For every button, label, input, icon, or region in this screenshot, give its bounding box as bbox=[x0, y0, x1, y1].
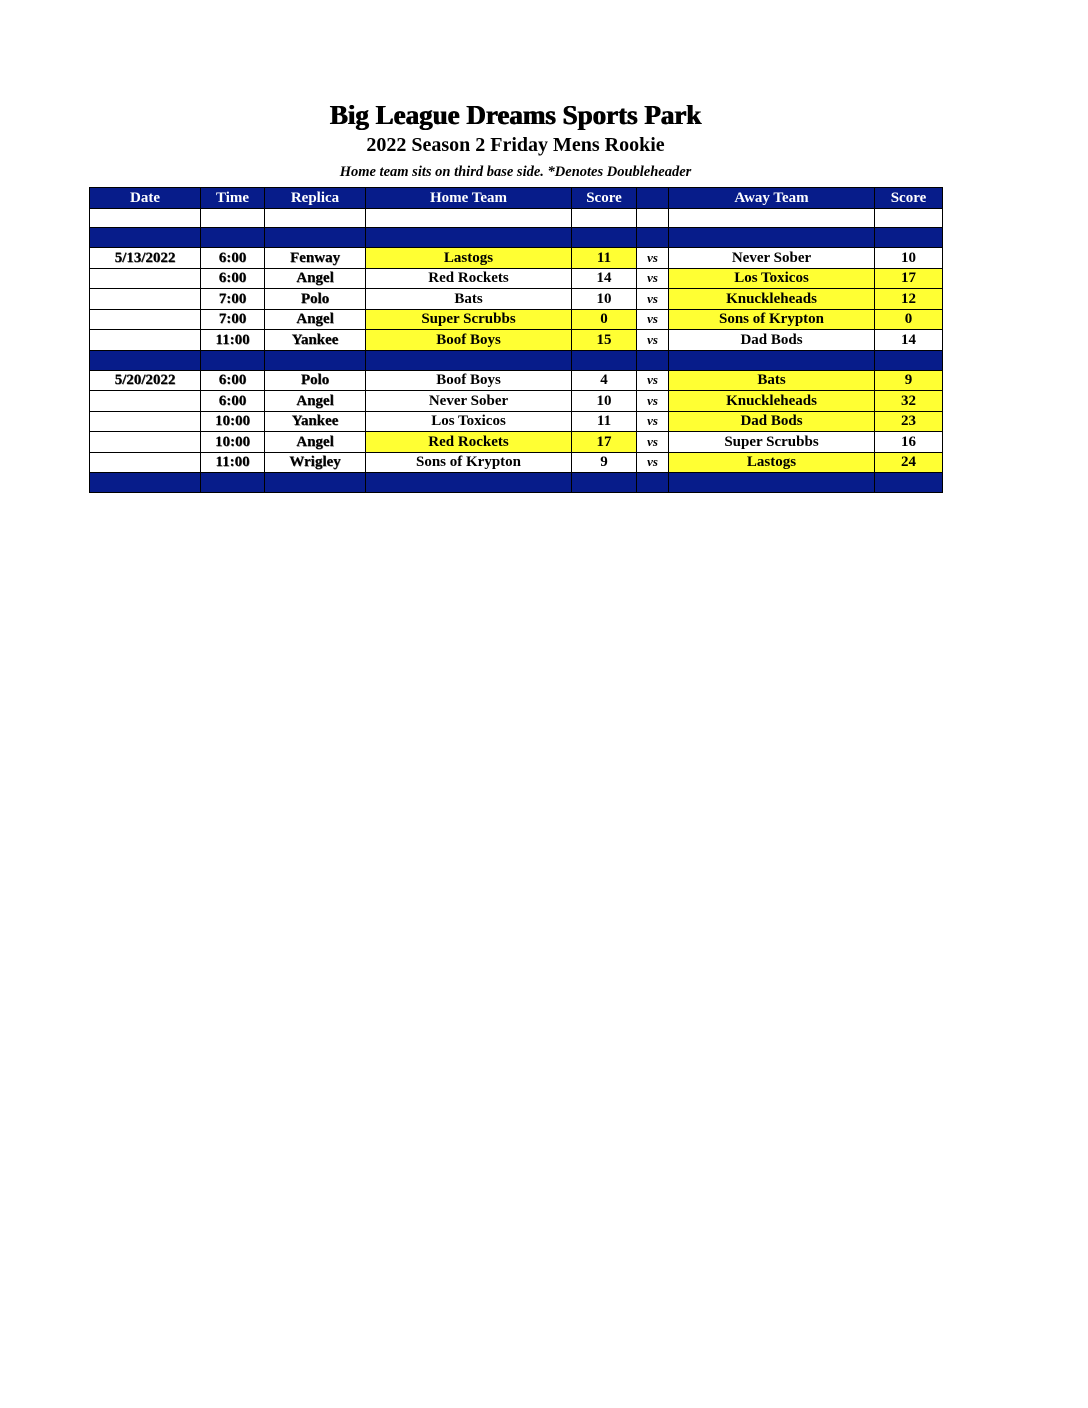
away-score-cell: 10 bbox=[875, 248, 943, 269]
away-score-cell: 17 bbox=[875, 268, 943, 289]
away-team-cell: Super Scrubbs bbox=[669, 432, 875, 453]
table-row bbox=[90, 370, 943, 391]
date-cell: 5/13/2022 bbox=[90, 248, 201, 269]
table-header-row bbox=[90, 188, 943, 209]
away-team-cell: Knuckleheads bbox=[669, 289, 875, 310]
away-score-cell: 14 bbox=[875, 330, 943, 351]
home-score-cell: 10 bbox=[572, 289, 637, 310]
time-cell: 10:00 bbox=[201, 411, 265, 432]
home-score-cell: 11 bbox=[572, 411, 637, 432]
time-cell: 6:00 bbox=[201, 268, 265, 289]
date-cell bbox=[90, 309, 201, 330]
home-score-cell: 9 bbox=[572, 452, 637, 473]
home-team-cell: Lastogs bbox=[366, 248, 572, 269]
home-team-cell: Los Toxicos bbox=[366, 411, 572, 432]
away-score-cell: 24 bbox=[875, 452, 943, 473]
table-row bbox=[90, 289, 943, 310]
replica-cell: Fenway bbox=[265, 248, 366, 269]
away-team-cell: Knuckleheads bbox=[669, 391, 875, 412]
replica-cell: Angel bbox=[265, 432, 366, 453]
home-score-cell: 11 bbox=[572, 248, 637, 269]
table-row bbox=[90, 432, 943, 453]
vs-cell: vs bbox=[637, 289, 669, 310]
time-cell: 6:00 bbox=[201, 370, 265, 391]
away-team-cell: Los Toxicos bbox=[669, 268, 875, 289]
vs-cell: vs bbox=[637, 411, 669, 432]
column-header-home-score: Score bbox=[572, 188, 637, 209]
time-cell: 11:00 bbox=[201, 452, 265, 473]
table-row bbox=[90, 452, 943, 473]
column-header-replica: Replica bbox=[265, 188, 366, 209]
column-header-home-team: Home Team bbox=[366, 188, 572, 209]
time-cell: 7:00 bbox=[201, 309, 265, 330]
date-cell bbox=[90, 289, 201, 310]
column-header-date: Date bbox=[90, 188, 201, 209]
time-cell: 6:00 bbox=[201, 391, 265, 412]
time-cell: 10:00 bbox=[201, 432, 265, 453]
home-team-cell: Super Scrubbs bbox=[366, 309, 572, 330]
week-separator-row bbox=[90, 228, 943, 248]
away-score-cell: 32 bbox=[875, 391, 943, 412]
week-separator-row bbox=[90, 350, 943, 370]
away-team-cell: Sons of Krypton bbox=[669, 309, 875, 330]
table-row bbox=[90, 411, 943, 432]
vs-cell: vs bbox=[637, 309, 669, 330]
vs-cell: vs bbox=[637, 452, 669, 473]
replica-cell: Yankee bbox=[265, 411, 366, 432]
column-header-away-score: Score bbox=[875, 188, 943, 209]
page-subtitle: 2022 Season 2 Friday Mens Rookie bbox=[366, 134, 665, 156]
home-team-cell: Red Rockets bbox=[366, 268, 572, 289]
page-title: Big League Dreams Sports Park bbox=[329, 100, 702, 130]
date-cell bbox=[90, 268, 201, 289]
table-row bbox=[90, 391, 943, 412]
vs-cell: vs bbox=[637, 268, 669, 289]
column-header-vs bbox=[637, 188, 669, 209]
replica-cell: Angel bbox=[265, 391, 366, 412]
home-team-cell: Bats bbox=[366, 289, 572, 310]
home-team-cell: Sons of Krypton bbox=[366, 452, 572, 473]
vs-cell: vs bbox=[637, 248, 669, 269]
home-score-cell: 14 bbox=[572, 268, 637, 289]
table-row bbox=[90, 309, 943, 330]
away-team-cell: Lastogs bbox=[669, 452, 875, 473]
home-score-cell: 0 bbox=[572, 309, 637, 330]
away-team-cell: Never Sober bbox=[669, 248, 875, 269]
blank-row bbox=[90, 209, 943, 228]
home-score-cell: 4 bbox=[572, 370, 637, 391]
replica-cell: Wrigley bbox=[265, 452, 366, 473]
away-team-cell: Dad Bods bbox=[669, 330, 875, 351]
away-team-cell: Dad Bods bbox=[669, 411, 875, 432]
replica-cell: Polo bbox=[265, 289, 366, 310]
column-header-time: Time bbox=[201, 188, 265, 209]
away-score-cell: 0 bbox=[875, 309, 943, 330]
schedule-body bbox=[90, 209, 943, 493]
home-score-cell: 17 bbox=[572, 432, 637, 453]
time-cell: 6:00 bbox=[201, 248, 265, 269]
away-score-cell: 9 bbox=[875, 370, 943, 391]
date-cell bbox=[90, 330, 201, 351]
home-score-cell: 10 bbox=[572, 391, 637, 412]
time-cell: 11:00 bbox=[201, 330, 265, 351]
home-team-cell: Boof Boys bbox=[366, 330, 572, 351]
away-score-cell: 12 bbox=[875, 289, 943, 310]
replica-cell: Polo bbox=[265, 370, 366, 391]
date-cell bbox=[90, 411, 201, 432]
date-cell bbox=[90, 452, 201, 473]
vs-cell: vs bbox=[637, 432, 669, 453]
date-cell bbox=[90, 432, 201, 453]
page-note: Home team sits on third base side. *Denotes Doubleheader bbox=[339, 164, 692, 180]
table-row bbox=[90, 330, 943, 351]
home-team-cell: Boof Boys bbox=[366, 370, 572, 391]
replica-cell: Yankee bbox=[265, 330, 366, 351]
column-header-away-team: Away Team bbox=[669, 188, 875, 209]
replica-cell: Angel bbox=[265, 309, 366, 330]
schedule-table bbox=[89, 187, 943, 493]
home-score-cell: 15 bbox=[572, 330, 637, 351]
home-team-cell: Red Rockets bbox=[366, 432, 572, 453]
vs-cell: vs bbox=[637, 370, 669, 391]
date-cell: 5/20/2022 bbox=[90, 370, 201, 391]
table-row bbox=[90, 268, 943, 289]
time-cell: 7:00 bbox=[201, 289, 265, 310]
away-team-cell: Bats bbox=[669, 370, 875, 391]
week-separator-row bbox=[90, 473, 943, 493]
away-score-cell: 23 bbox=[875, 411, 943, 432]
table-row bbox=[90, 248, 943, 269]
home-team-cell: Never Sober bbox=[366, 391, 572, 412]
date-cell bbox=[90, 391, 201, 412]
replica-cell: Angel bbox=[265, 268, 366, 289]
away-score-cell: 16 bbox=[875, 432, 943, 453]
vs-cell: vs bbox=[637, 391, 669, 412]
vs-cell: vs bbox=[637, 330, 669, 351]
